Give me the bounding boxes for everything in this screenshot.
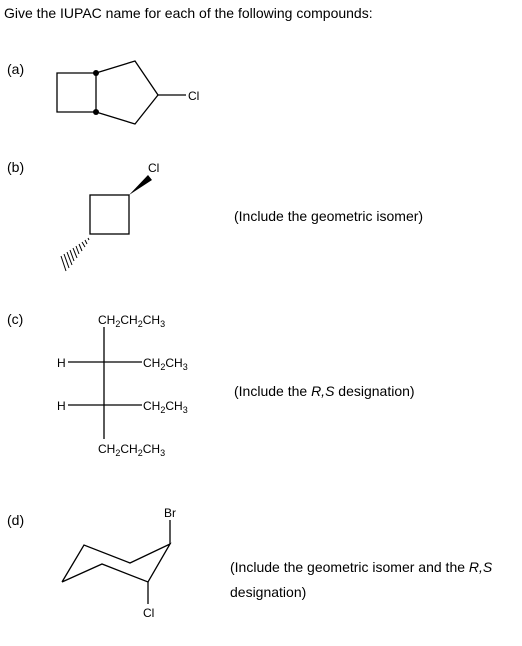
- part-b-label: (b): [7, 159, 25, 175]
- group-bottom-propyl: $CH_2CH_2CH_3$: [98, 442, 166, 458]
- wedge-bond-cl: [129, 175, 152, 195]
- part-b-note: (Include the geometric isomer): [234, 208, 424, 224]
- part-c-note: (Include the R,S designation): [234, 383, 415, 399]
- cyclobutane-ring-a: [57, 73, 96, 112]
- atom-br: Br: [164, 506, 176, 520]
- chair-cyclohexane: [62, 520, 170, 604]
- group-right-ethyl-2: $CH_2CH_3$: [143, 399, 188, 415]
- group-right-ethyl-1: $CH_2CH_3$: [143, 356, 188, 372]
- question-prompt: Give the IUPAC name for each of the following compounds:: [4, 5, 373, 21]
- structure-b: [90, 195, 129, 234]
- atom-h-1: H: [57, 356, 66, 370]
- group-top-propyl: $CH_2CH_2CH_3$: [98, 313, 166, 329]
- part-d-note: (Include the geometric isomer and the R,S designation): [230, 559, 493, 600]
- bridgehead-dot-bottom: [93, 109, 99, 115]
- atom-h-2: H: [57, 399, 66, 413]
- bridgehead-dot-top: [93, 70, 99, 76]
- atom-cl-d: Cl: [143, 606, 155, 620]
- structure-a: [57, 61, 186, 124]
- cyclopentane-ring-a: [96, 61, 158, 124]
- fischer-projection: [68, 327, 142, 439]
- cyclobutane-ring-b: [90, 195, 129, 234]
- atom-cl-b: Cl: [148, 161, 160, 175]
- hashed-bond-methyl: [61, 238, 89, 271]
- chair-ring: [62, 544, 170, 582]
- part-d-label: (d): [7, 512, 25, 528]
- atom-cl-a: Cl: [188, 89, 200, 103]
- part-a-label: (a): [7, 61, 25, 77]
- part-c-label: (c): [7, 311, 24, 327]
